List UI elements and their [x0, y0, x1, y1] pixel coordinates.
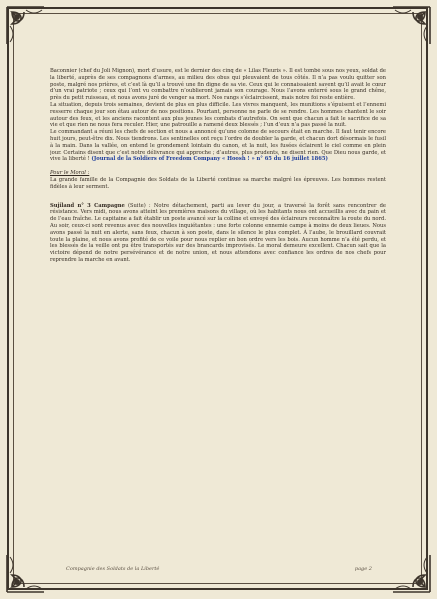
- article-body: (Suite) : Notre détachement, parti au lever du jour, a traversé la forêt sans rencontrer de résistance. Vers midi, nous avons atteint les premières maisons du village, où les habitants nous ont accueillis avec du pain et de l’eau fraîche. Le capitaine a fait établir un poste avancé sur la colline et envoyé des éclaireurs reconnaître la route du nord. Au soir, ceux-ci sont revenus avec des nouvelles inquiétantes : une forte colonne ennemie campe à moins de deux lieues. Nous avons passé la nuit en alerte, sans feux, chacun à son poste, dans le silence le plus complet. À l’aube, le brouillard couvrait toute la plaine, et nous avons profité de ce voile pour nous replier en bon ordre vers les bois. Aucun homme n’a été perdu, et les blessés de la veille ont pu être transportés sur des brancards improvisés. Le moral demeure excellent. Chacun sait que la victoire dépend de notre persévérance et de notre union, et nous attendons avec confiance les ordres de nos chefs pour reprendre la marche en avant.: [50, 202, 386, 263]
- article-title: Sujiland n° 3 Campagne: [50, 202, 125, 209]
- corner-ornament-icon: [389, 551, 433, 595]
- paragraph-text: Le commandant a réuni les chefs de section et nous a annoncé qu’une colonne de secours était en marche. Il faut tenir encore huit jours, peut-être dix. Nous tiendrons. Les sentinelles ont reçu l’ordre de doubler la garde, et chacun dort désormais le fusil à la main. Dans la vallée, on entend le grondement lointain du canon, et la nuit, les fusées éclairent le ciel comme en plein jour. Certains disent que c’est notre délivrance qui approche ; d’autres, plus prudents, ne disent rien. Que Dieu nous garde, et vive la liberté !: [50, 129, 386, 163]
- corner-ornament-icon: [4, 551, 48, 595]
- section-heading: Pour le Moral :: [50, 170, 90, 177]
- paragraph: Baconnier (chef du Joli Mignon), mort d’usure, est le dernier des cinq de « Lilas Fleuris ». Il est tombé sous nos yeux, soldat de la liberté, auprès de ses compagnons d’armes, au milieu des obus qui pleuvaient de tous côtés. Il n’a pas voulu quitter son poste, malgré nos prières, et c’est là qu’il a trouvé une fin digne de sa vie. Ceux qui le connaissaient savent qu’il avait le cœur d’un vrai patriote ; ceux qui l’ont vu combattre n’oublieront jamais son courage. Nous l’avons enterré sous le grand chêne, près du petit ruisseau, et nous avons juré de venger sa mort. Nos rangs s’éclaircissent, mais notre foi reste entière.: [50, 68, 386, 102]
- page-number: page 2: [354, 566, 372, 572]
- paragraph: [50, 129, 386, 163]
- document-body: [50, 68, 386, 568]
- section-body: La grande famille de la Compagnie des Soldats de la Liberté continue sa marche malgré les épreuves. Les hommes restent fidèles à leur serment.: [50, 176, 386, 190]
- corner-ornament-icon: [4, 4, 48, 48]
- corner-ornament-icon: [389, 4, 433, 48]
- source-citation: (Journal de la Soldiers of Freedom Company « Hoosh ! » n° 65 du 16 juillet 1865): [91, 156, 328, 163]
- paragraph: La situation, depuis trois semaines, devient de plus en plus difficile. Les vivres manquent, les munitions s’épuisent et l’ennemi resserre chaque jour son étau autour de nos positions. Pourtant, personne ne parle de se rendre. Les hommes chantent le soir autour des feux, et les anciens racontent aux plus jeunes les combats d’autrefois. On sent que chacun a fait le sacrifice de sa vie et que rien ne nous fera reculer. Hier, une patrouille a ramené deux blessés ; l’un d’eux n’a pas passé la nuit.: [50, 101, 386, 129]
- article: [50, 203, 386, 264]
- footer-left: Compagnie des Soldats de la Liberté: [66, 566, 160, 572]
- page-footer: [66, 566, 372, 576]
